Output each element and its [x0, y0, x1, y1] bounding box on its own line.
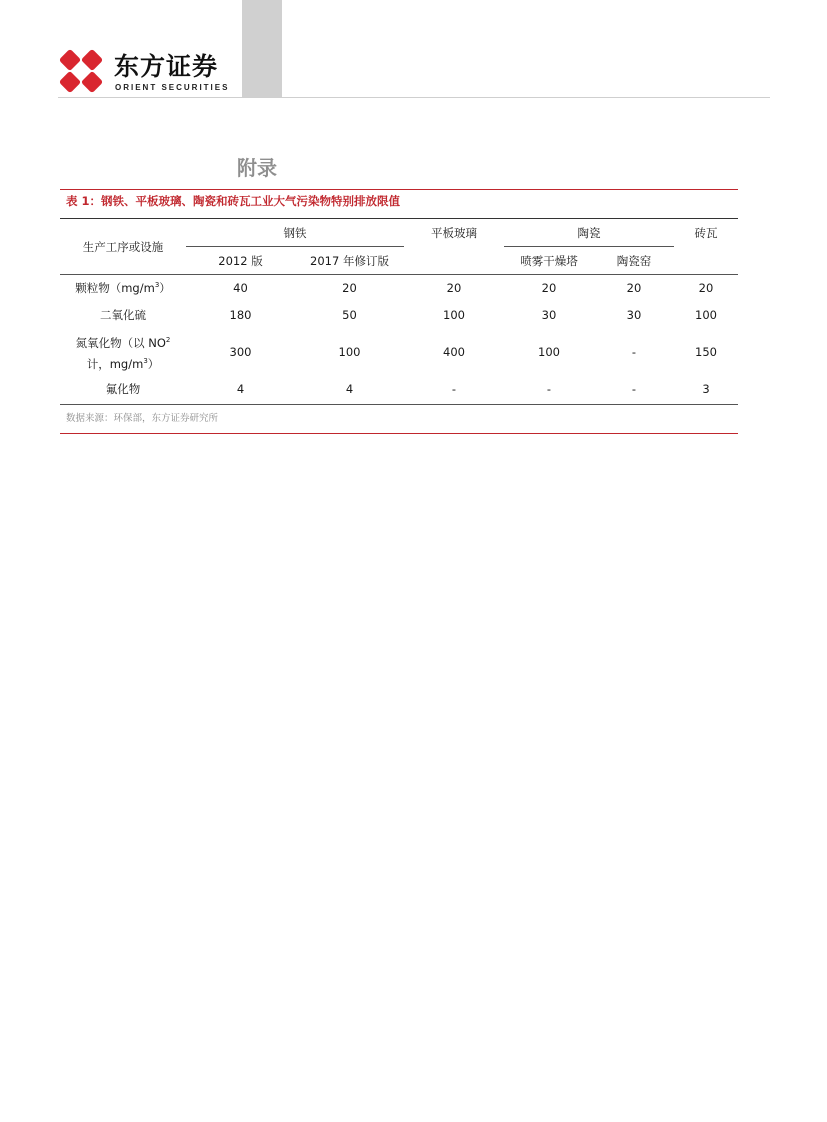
- table-cell: 3: [674, 375, 738, 405]
- table-row: [60, 329, 738, 375]
- table-cell: -: [594, 375, 674, 405]
- table-row: [60, 301, 738, 329]
- table-cell: 180: [229, 307, 252, 322]
- table-cell: 20: [626, 280, 642, 295]
- table-cell: 150: [695, 344, 717, 359]
- table-cell: 400: [443, 344, 465, 359]
- table-cell: 100: [538, 344, 560, 359]
- header-gray-block: [242, 0, 282, 98]
- table-cell: 50: [342, 307, 357, 322]
- header-brick: 砖瓦: [694, 225, 718, 240]
- logo-text-cn: 东方证券: [114, 52, 219, 81]
- subheader-glass-empty: [404, 247, 504, 275]
- table-cell: -: [404, 375, 504, 405]
- subheader-steel-2017: 2017 年修订版: [295, 247, 404, 275]
- header-steel: 钢铁: [186, 219, 404, 247]
- table-cell: 100: [338, 344, 361, 359]
- row-label: 氟化物: [60, 375, 186, 405]
- orient-securities-logo-icon: [58, 48, 104, 94]
- table-cell: 30: [541, 307, 557, 322]
- table-cell: -: [504, 375, 594, 405]
- table-row: [60, 375, 738, 405]
- logo-text-en: ORIENT SECURITIES: [115, 83, 230, 92]
- row-label: 氮氧化物（以 $NO^2$ 计，$mg/m^3$）: [75, 335, 171, 371]
- header-glass: 平板玻璃: [431, 225, 477, 240]
- row-label: 二氧化硫: [100, 307, 146, 322]
- header-divider: [58, 97, 770, 98]
- table-cell: 20: [698, 280, 714, 295]
- subheader-ceramic-kiln: 陶瓷窑: [594, 247, 674, 275]
- table-cell: 300: [229, 344, 252, 359]
- table-cell: 30: [626, 307, 642, 322]
- table-cell: 4: [186, 375, 295, 405]
- subheader-ceramic-spray: 喷雾干燥塔: [504, 247, 594, 275]
- table-header-row: [60, 219, 738, 247]
- table-cell: 20: [342, 280, 357, 295]
- header-ceramic: 陶瓷: [504, 219, 674, 247]
- table-source: 数据来源：环保部，东方证券研究所: [66, 413, 219, 424]
- table-cell: 20: [541, 280, 557, 295]
- table-cell: 100: [695, 307, 717, 322]
- table-cell: 100: [443, 307, 465, 322]
- table-cell: 40: [233, 280, 248, 295]
- subheader-brick-empty: [674, 247, 738, 275]
- table-row: [60, 275, 738, 301]
- subheader-steel-2012: 2012 版: [186, 247, 295, 275]
- table-title: 表 1：钢铁、平板玻璃、陶瓷和砖瓦工业大气污染物特别排放限值: [66, 194, 401, 208]
- emission-table-section: [60, 189, 738, 434]
- table-cell: 4: [295, 375, 404, 405]
- page-header: [0, 0, 827, 100]
- emission-table: [60, 219, 738, 405]
- header-process: 生产工序或设施: [60, 219, 186, 275]
- row-label: 颗粒物$(mg/m^3)$: [75, 280, 171, 295]
- appendix-title: 附录: [237, 156, 277, 180]
- table-bottom-red-line: [60, 433, 738, 434]
- table-cell: 20: [446, 280, 462, 295]
- table-cell: -: [631, 344, 637, 359]
